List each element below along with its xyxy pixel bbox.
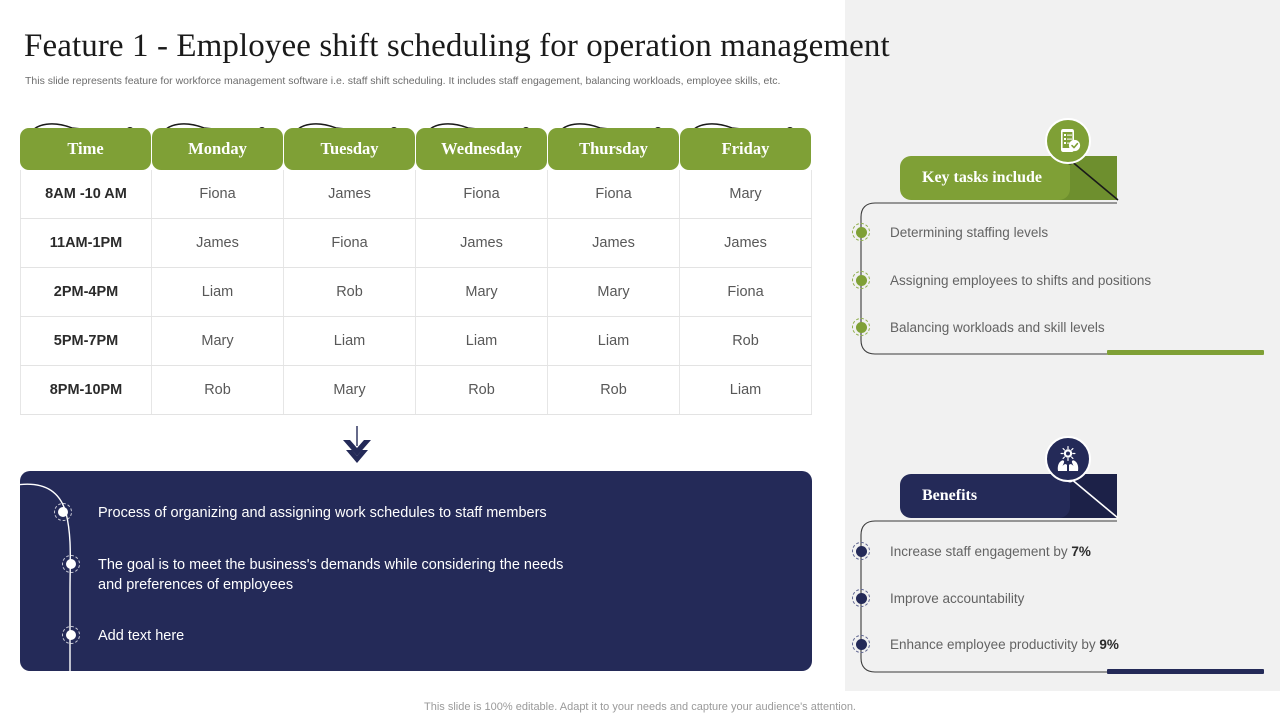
cell[interactable]: Mary — [680, 170, 812, 218]
cell[interactable]: Mary — [548, 268, 680, 316]
benefits-item-text: Increase staff engagement by — [890, 544, 1072, 559]
bullet-marker — [852, 589, 870, 607]
cell[interactable]: James — [548, 219, 680, 267]
schedule-table — [20, 118, 812, 418]
schedule-col-tuesday[interactable]: Tuesday — [284, 128, 415, 170]
hands-gear-icon — [1045, 436, 1091, 482]
bullet-marker — [62, 626, 80, 644]
schedule-col-monday[interactable]: Monday — [152, 128, 283, 170]
bullet-marker — [62, 555, 80, 573]
cell[interactable]: James — [680, 219, 812, 267]
row-time-label: 8PM-10PM — [20, 366, 152, 414]
cell[interactable]: Mary — [416, 268, 548, 316]
table-row — [20, 366, 812, 415]
cell[interactable]: Fiona — [548, 170, 680, 218]
row-time-label: 8AM -10 AM — [20, 170, 152, 218]
slide-footer-note: This slide is 100% editable. Adapt it to your needs and capture your audience's attention. — [424, 701, 856, 713]
bullet-marker — [852, 271, 870, 289]
table-row — [20, 219, 812, 268]
cell[interactable]: Rob — [284, 268, 416, 316]
schedule-header-row — [20, 118, 812, 170]
cell[interactable]: Fiona — [284, 219, 416, 267]
cell[interactable]: Liam — [152, 268, 284, 316]
schedule-col-thursday[interactable]: Thursday — [548, 128, 679, 170]
bullet-marker — [852, 223, 870, 241]
description-item: Process of organizing and assigning work schedules to staff members — [98, 505, 547, 521]
table-row — [20, 317, 812, 366]
bullet-marker — [852, 635, 870, 653]
down-arrow-icon — [338, 426, 376, 468]
cell[interactable]: James — [284, 170, 416, 218]
bullet-marker — [852, 542, 870, 560]
page-subtitle: This slide represents feature for workforce management software i.e. staff shift scheduling. It includes staff engagement, balancing workloads, employee skills, etc. — [25, 75, 781, 87]
cell[interactable]: Fiona — [416, 170, 548, 218]
cell[interactable]: Rob — [548, 366, 680, 414]
cell[interactable]: Rob — [152, 366, 284, 414]
benefits-item-value: 7% — [1071, 544, 1091, 559]
benefits-item — [890, 591, 1024, 606]
table-row — [20, 170, 812, 219]
cell[interactable]: Liam — [548, 317, 680, 365]
benefits-block — [845, 428, 1280, 678]
key-tasks-block — [845, 110, 1280, 360]
benefits-item — [890, 637, 1119, 652]
cell[interactable]: James — [416, 219, 548, 267]
cell[interactable]: Rob — [416, 366, 548, 414]
cell[interactable]: Liam — [416, 317, 548, 365]
benefits-item-text: Enhance employee productivity by — [890, 637, 1100, 652]
benefits-item-text: Improve accountability — [890, 591, 1025, 606]
cell[interactable]: Mary — [284, 366, 416, 414]
row-time-label: 5PM-7PM — [20, 317, 152, 365]
cell[interactable]: Fiona — [680, 268, 812, 316]
benefits-item — [890, 544, 1091, 559]
mobile-checklist-icon — [1045, 118, 1091, 164]
cell[interactable]: Liam — [284, 317, 416, 365]
schedule-col-friday[interactable]: Friday — [680, 128, 811, 170]
page-title: Feature 1 - Employee shift scheduling for operation management — [24, 28, 890, 64]
schedule-col-time[interactable]: Time — [20, 128, 151, 170]
cell[interactable]: Mary — [152, 317, 284, 365]
table-row — [20, 268, 812, 317]
row-time-label: 11AM-1PM — [20, 219, 152, 267]
key-tasks-accent-bar — [1107, 350, 1264, 355]
bullet-marker — [54, 503, 72, 521]
key-tasks-label[interactable]: Key tasks include — [900, 156, 1070, 200]
row-time-label: 2PM-4PM — [20, 268, 152, 316]
key-tasks-item: Assigning employees to shifts and positions — [890, 273, 1152, 288]
cell[interactable]: Liam — [680, 366, 812, 414]
cell[interactable]: Fiona — [152, 170, 284, 218]
benefits-label[interactable]: Benefits — [900, 474, 1070, 518]
key-tasks-item: Balancing workloads and skill levels — [890, 320, 1105, 335]
cell[interactable]: James — [152, 219, 284, 267]
schedule-body — [20, 170, 812, 418]
description-item: Add text here — [98, 628, 185, 644]
description-item: The goal is to meet the business's demands while considering the needs and preferences of employees — [98, 557, 564, 593]
bullet-marker — [852, 318, 870, 336]
benefits-item-value: 9% — [1099, 637, 1119, 652]
benefits-accent-bar — [1107, 669, 1264, 674]
description-panel — [20, 471, 812, 671]
cell[interactable]: Rob — [680, 317, 812, 365]
key-tasks-item: Determining staffing levels — [890, 225, 1049, 240]
schedule-col-wednesday[interactable]: Wednesday — [416, 128, 547, 170]
